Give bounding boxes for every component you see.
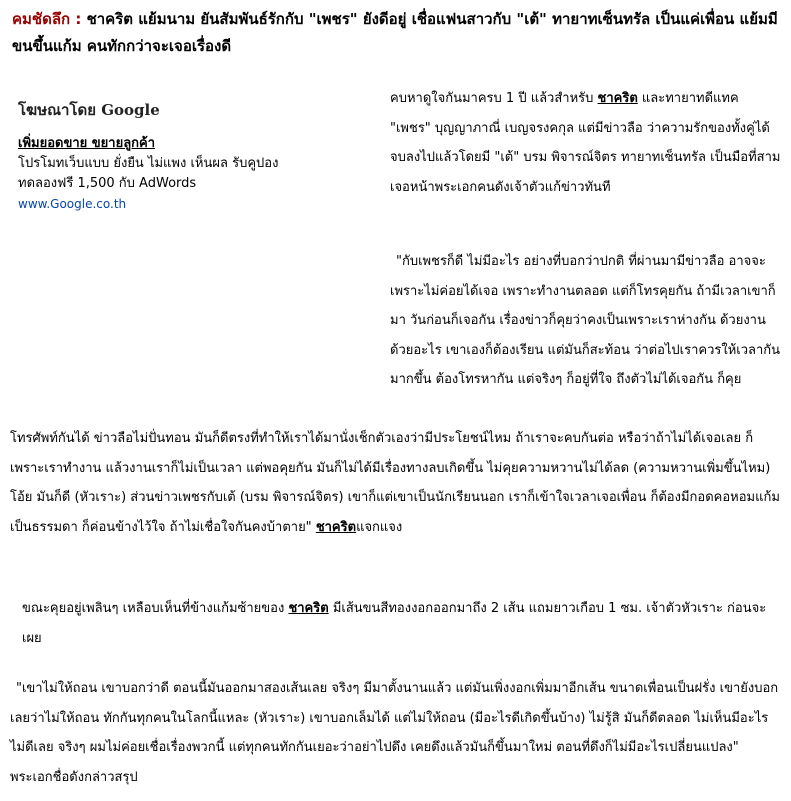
headline-text: ชาคริต แย้มนาม ยันสัมพันธ์รักกับ "เพชร" ยังดีอยู่ เชื่อแฟนสาวกับ "เต้" ทายาทเซ็นทรัล เป็นแค่เพื่อน แย้มมีขนขึ้นแก้ม คนทักกว่าจะเจอเรื่องดี: [12, 10, 778, 55]
headline: [12, 6, 782, 60]
article-paragraph-4: "เขาไม่ให้ถอน เขาบอกว่าดี ตอนนี้มันออกมาสองเส้นเลย จริงๆ มีมาตั้งนานแล้ว แต่มันเพิ่งงอกเพิ่มมาอีกเส้น ขนาดเพื่อนเป็นฝรั่ง เขายังบอกเลยว่าไม่ให้ถอน ทักกันทุกคนในโลกนี้แหละ (หัวเราะ) เขาบอกเล็มได้ แต่ไม่ให้ถอน (มีอะไรดีเกิดขึ้นบ้าง) ไม่รู้สิ มันก็ดีตลอด ไม่เห็นมีอะไรไม่ดีเลย จริงๆ ผมไม่ค่อยเชื่อเรื่องพวกนี้ แต่ทุกคนทักกันเยอะว่าอย่าไปดึง เคยดึงแล้วมันก็ขึ้นมาใหม่ ตอนที่ดึงก็ไม่มีอะไรเปลี่ยนแปลง" พระเอกชื่อดังกล่าวสรุป: [10, 681, 779, 785]
ad-headline-link[interactable]: เพิ่มยอดขาย ขยายลูกค้า: [18, 136, 156, 151]
google-ad-block: [18, 98, 358, 214]
ad-title: โฆษณาโดย Google: [18, 101, 160, 119]
person-name: ชาคริต: [315, 519, 357, 535]
ad-description-line2: ทดลองฟรี 1,500 กับ AdWords: [18, 176, 197, 191]
article-paragraph-2-top: "กับเพชรก็ดี ไม่มีอะไร อย่างที่บอกว่าปกติ ที่ผ่านมามีข่าวลือ อาจจะเพราะไม่ค่อยได้เจอ เพราะทำงานตลอด แต่ก็โทรคุยกัน ถ้ามีเวลาเขาก็มา วันก่อนก็เจอกัน เรื่องข่าวก็คุยว่าคงเป็นเพราะเราห่างกัน ด้วยงานด้วยอะไร เขาเองก็ต้องเรียน แต่มันก็สะท้อน ว่าต่อไปเราควรให้เวลากันมากขึ้น ต้องโทรหากัน แต่จริงๆ ก็อยู่ที่ใจ ถึงตัวไม่ได้เจอกัน ก็คุย: [390, 254, 781, 387]
person-name: ชาคริต: [288, 601, 329, 616]
ad-url-link[interactable]: www.Google.co.th: [18, 197, 127, 211]
headline-kicker: คมชัดลึก :: [12, 10, 82, 28]
article-paragraph-2-bottom: โทรศัพท์กันได้ ข่าวลือไม่ปั่นทอน มันก็ดีตรงที่ทำให้เราได้มานั่งเช็กตัวเองว่ามีประโยชน์ไหม ถ้าเราจะคบกันต่อ หรือว่าถ้าไม่ได้เจอเลย ก็เพราะเราทำงาน แล้วงานเราก็ไม่เป็นเวลา แต่พอคุยกัน มันก็ไม่ได้มีเรื่องทางลบเกิดขึ้น ไม่คุยความหวานไม่ได้ลด (ความหวานเพิ่มขึ้นไหม) โอ้ย มันก็ดี (หัวเราะ) ส่วนข่าวเพชรกับเต้ (บรม พิจารณ์จิตร) เขาก็แต่เขาเป็นนักเรียนนอก เราก็เข้าใจเวลาเจอเพื่อน ก็ต้องมีกอดคอหอมแก้มเป็นธรรมดา ก็ค่อนข้างไว้ใจ ถ้าไม่เชื่อใจกันคงบ้าตาย" ชาคริตแจกแจง: [10, 431, 780, 535]
person-name: ชาคริต: [597, 91, 638, 106]
ad-description-line1: โปรโมทเว็บแบบ ยั่งยืน ไม่แพง เห็นผล รับคูปอง: [18, 156, 279, 171]
article-paragraph-3: ขณะคุยอยู่เพลินๆ เหลือบเห็นที่ข้างแก้มซ้ายของ ชาคริต มีเส้นขนสีทองงอกออกมาถึง 2 เส้น แถมยาวเกือบ 1 ซม. เจ้าตัวหัวเราะ ก่อนจะเผย: [22, 601, 767, 646]
article-paragraph-1: คบหาดูใจกันมาครบ 1 ปี แล้วสำหรับ ชาคริต และทายาทดีแทค "เพชร" บุญญาภาณี่ เบญจรงคกุล แต่มีข่าวลือ ว่าความรักของทั้งคู่ได้จบลงไปแล้วโดยมี "เต้" บรม พิจารณ์จิตร ทายาทเซ็นทรัล เป็นมือที่สาม เจอหน้าพระเอกคนดังเจ้าตัวแก้ข่าวทันที: [390, 91, 781, 195]
